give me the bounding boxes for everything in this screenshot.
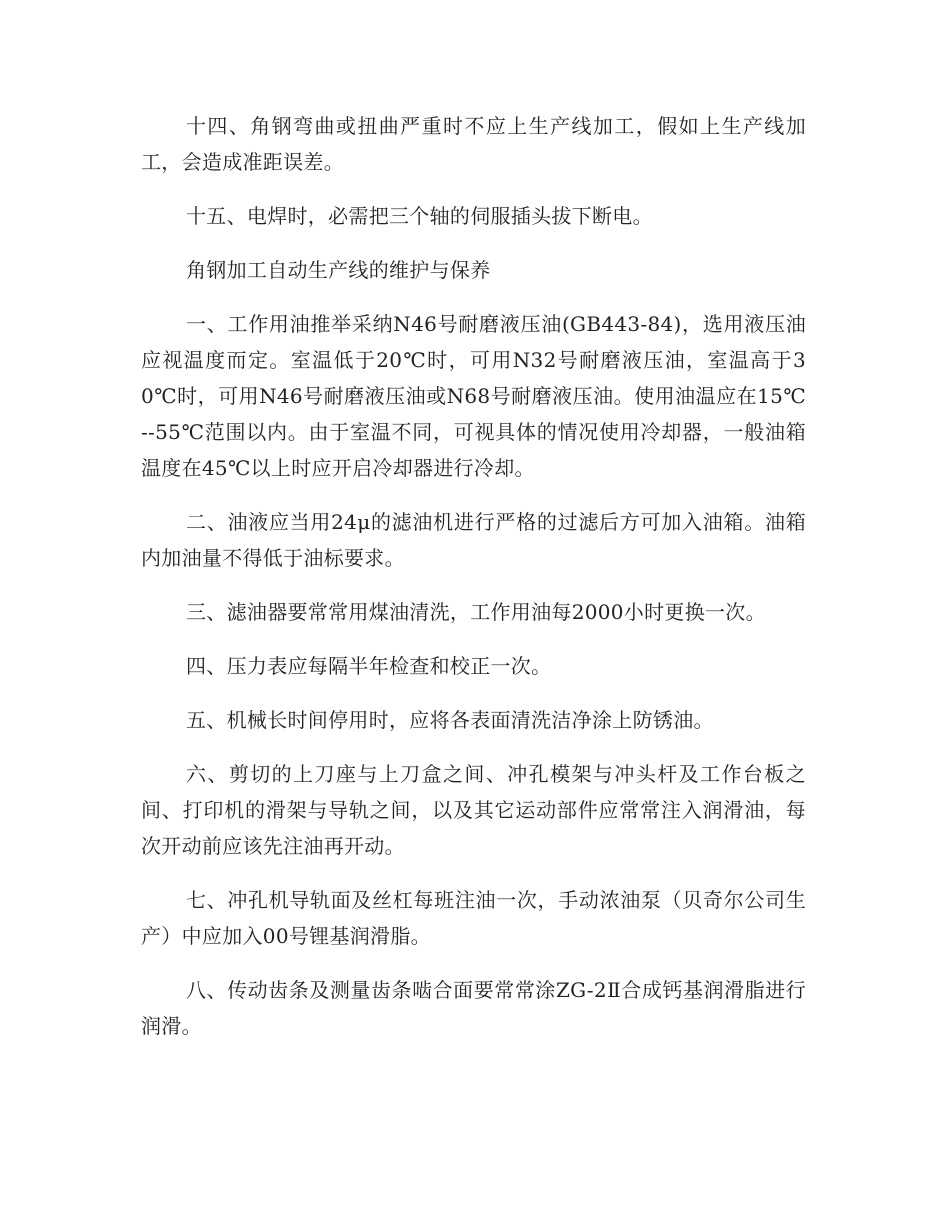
section-heading: 角钢加工自动生产线的维护与保养 (186, 258, 491, 282)
paragraph-15: 十五、电焊时，必需把三个轴的伺服插头拔下断电。 (186, 204, 653, 228)
paragraph-1: 一、工作用油推举采纳N46号耐磨液压油(GB443-84)，选用液压油应视温度而定。室温低于20℃时，可用N32号耐磨液压油，室温高于30℃时，可用N46号耐磨液压油或N68号耐磨液压油。使用油温应在15℃--55℃范围以内。由于室温不同，可视具体的情况使用冷却器，一般油箱温度在45℃以上时应开启冷却器进行冷却。 (141, 312, 806, 480)
paragraph-4: 四、压力表应每隔半年检查和校正一次。 (186, 654, 552, 678)
paragraph-8: 八、传动齿条及测量齿条啮合面要常常涂ZG-2Ⅱ合成钙基润滑脂进行润滑。 (141, 978, 806, 1038)
document-body (141, 108, 806, 1062)
paragraph-14: 十四、角钢弯曲或扭曲严重时不应上生产线加工，假如上生产线加工，会造成准距误差。 (141, 114, 806, 174)
paragraph-2: 二、油液应当用24μ的滤油机进行严格的过滤后方可加入油箱。油箱内加油量不得低于油标要求。 (141, 510, 806, 570)
paragraph-7: 七、冲孔机导轨面及丝杠每班注油一次，手动浓油泵（贝奇尔公司生产）中应加入00号锂基润滑脂。 (141, 888, 806, 948)
paragraph-5: 五、机械长时间停用时，应将各表面清洗洁净涂上防锈油。 (186, 708, 714, 732)
paragraph-6: 六、剪切的上刀座与上刀盒之间、冲孔模架与冲头杆及工作台板之间、打印机的滑架与导轨之间，以及其它运动部件应常常注入润滑油，每次开动前应该先注油再开动。 (141, 762, 806, 858)
paragraph-3: 三、滤油器要常常用煤油清洗，工作用油每2000小时更换一次。 (186, 600, 766, 624)
